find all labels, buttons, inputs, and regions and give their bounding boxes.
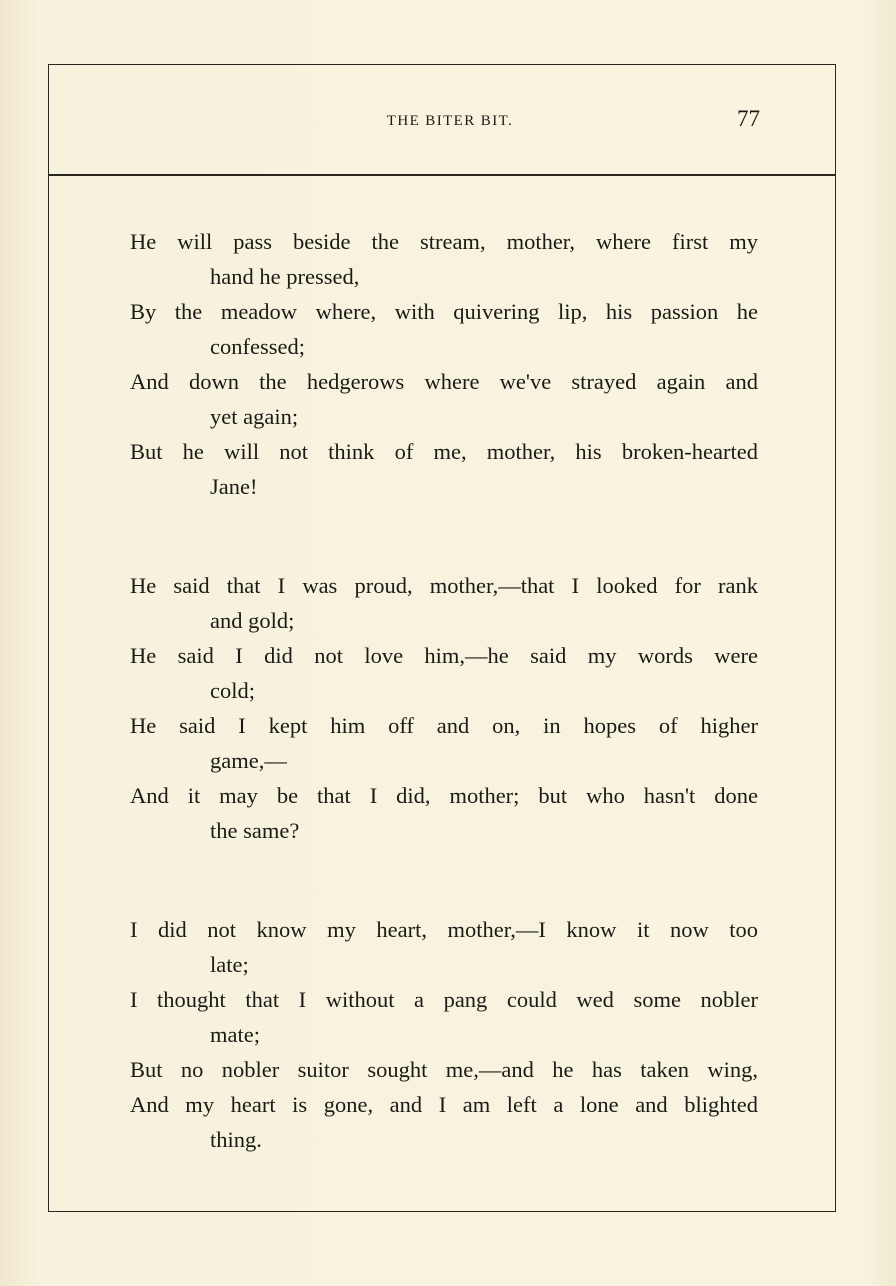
verse-line: But he will not think of me, mother, his broken-hearted <box>130 439 758 464</box>
verse-line: He will pass beside the stream, mother, where first my <box>130 229 758 254</box>
verse-continuation: game,— <box>210 748 287 773</box>
verse-continuation: the same? <box>210 818 300 843</box>
stanza-3 <box>130 912 758 1157</box>
verse-line: He said I kept him off and on, in hopes of higher <box>130 713 758 738</box>
header-rule <box>48 174 836 176</box>
verse-continuation: and gold; <box>210 608 295 633</box>
verse-line: And my heart is gone, and I am left a lone and blighted <box>130 1092 758 1117</box>
verse-continuation: yet again; <box>210 404 299 429</box>
verse-continuation: cold; <box>210 678 255 703</box>
verse-continuation: mate; <box>210 1022 260 1047</box>
verse-line: He said that I was proud, mother,—that I looked for rank <box>130 573 758 598</box>
verse-continuation: thing. <box>210 1127 262 1152</box>
verse-line: And it may be that I did, mother; but who hasn't done <box>130 783 758 808</box>
poem-body <box>130 224 758 1157</box>
verse-continuation: hand he pressed, <box>210 264 360 289</box>
verse-line: But no nobler suitor sought me,—and he has taken wing, <box>130 1057 758 1082</box>
verse-line: He said I did not love him,—he said my words were <box>130 643 758 668</box>
verse-continuation: late; <box>210 952 249 977</box>
stanza-2 <box>130 568 758 848</box>
verse-continuation: confessed; <box>210 334 305 359</box>
verse-continuation: Jane! <box>210 474 258 499</box>
stanza-1 <box>130 224 758 504</box>
verse-line: I thought that I without a pang could wed some nobler <box>130 987 758 1012</box>
page-number: 77 <box>737 106 760 131</box>
verse-line: And down the hedgerows where we've strayed again and <box>130 369 758 394</box>
running-title: THE BITER BIT. <box>386 113 514 129</box>
verse-line: By the meadow where, with quivering lip, his passion he <box>130 299 758 324</box>
verse-line: I did not know my heart, mother,—I know it now too <box>130 917 758 942</box>
